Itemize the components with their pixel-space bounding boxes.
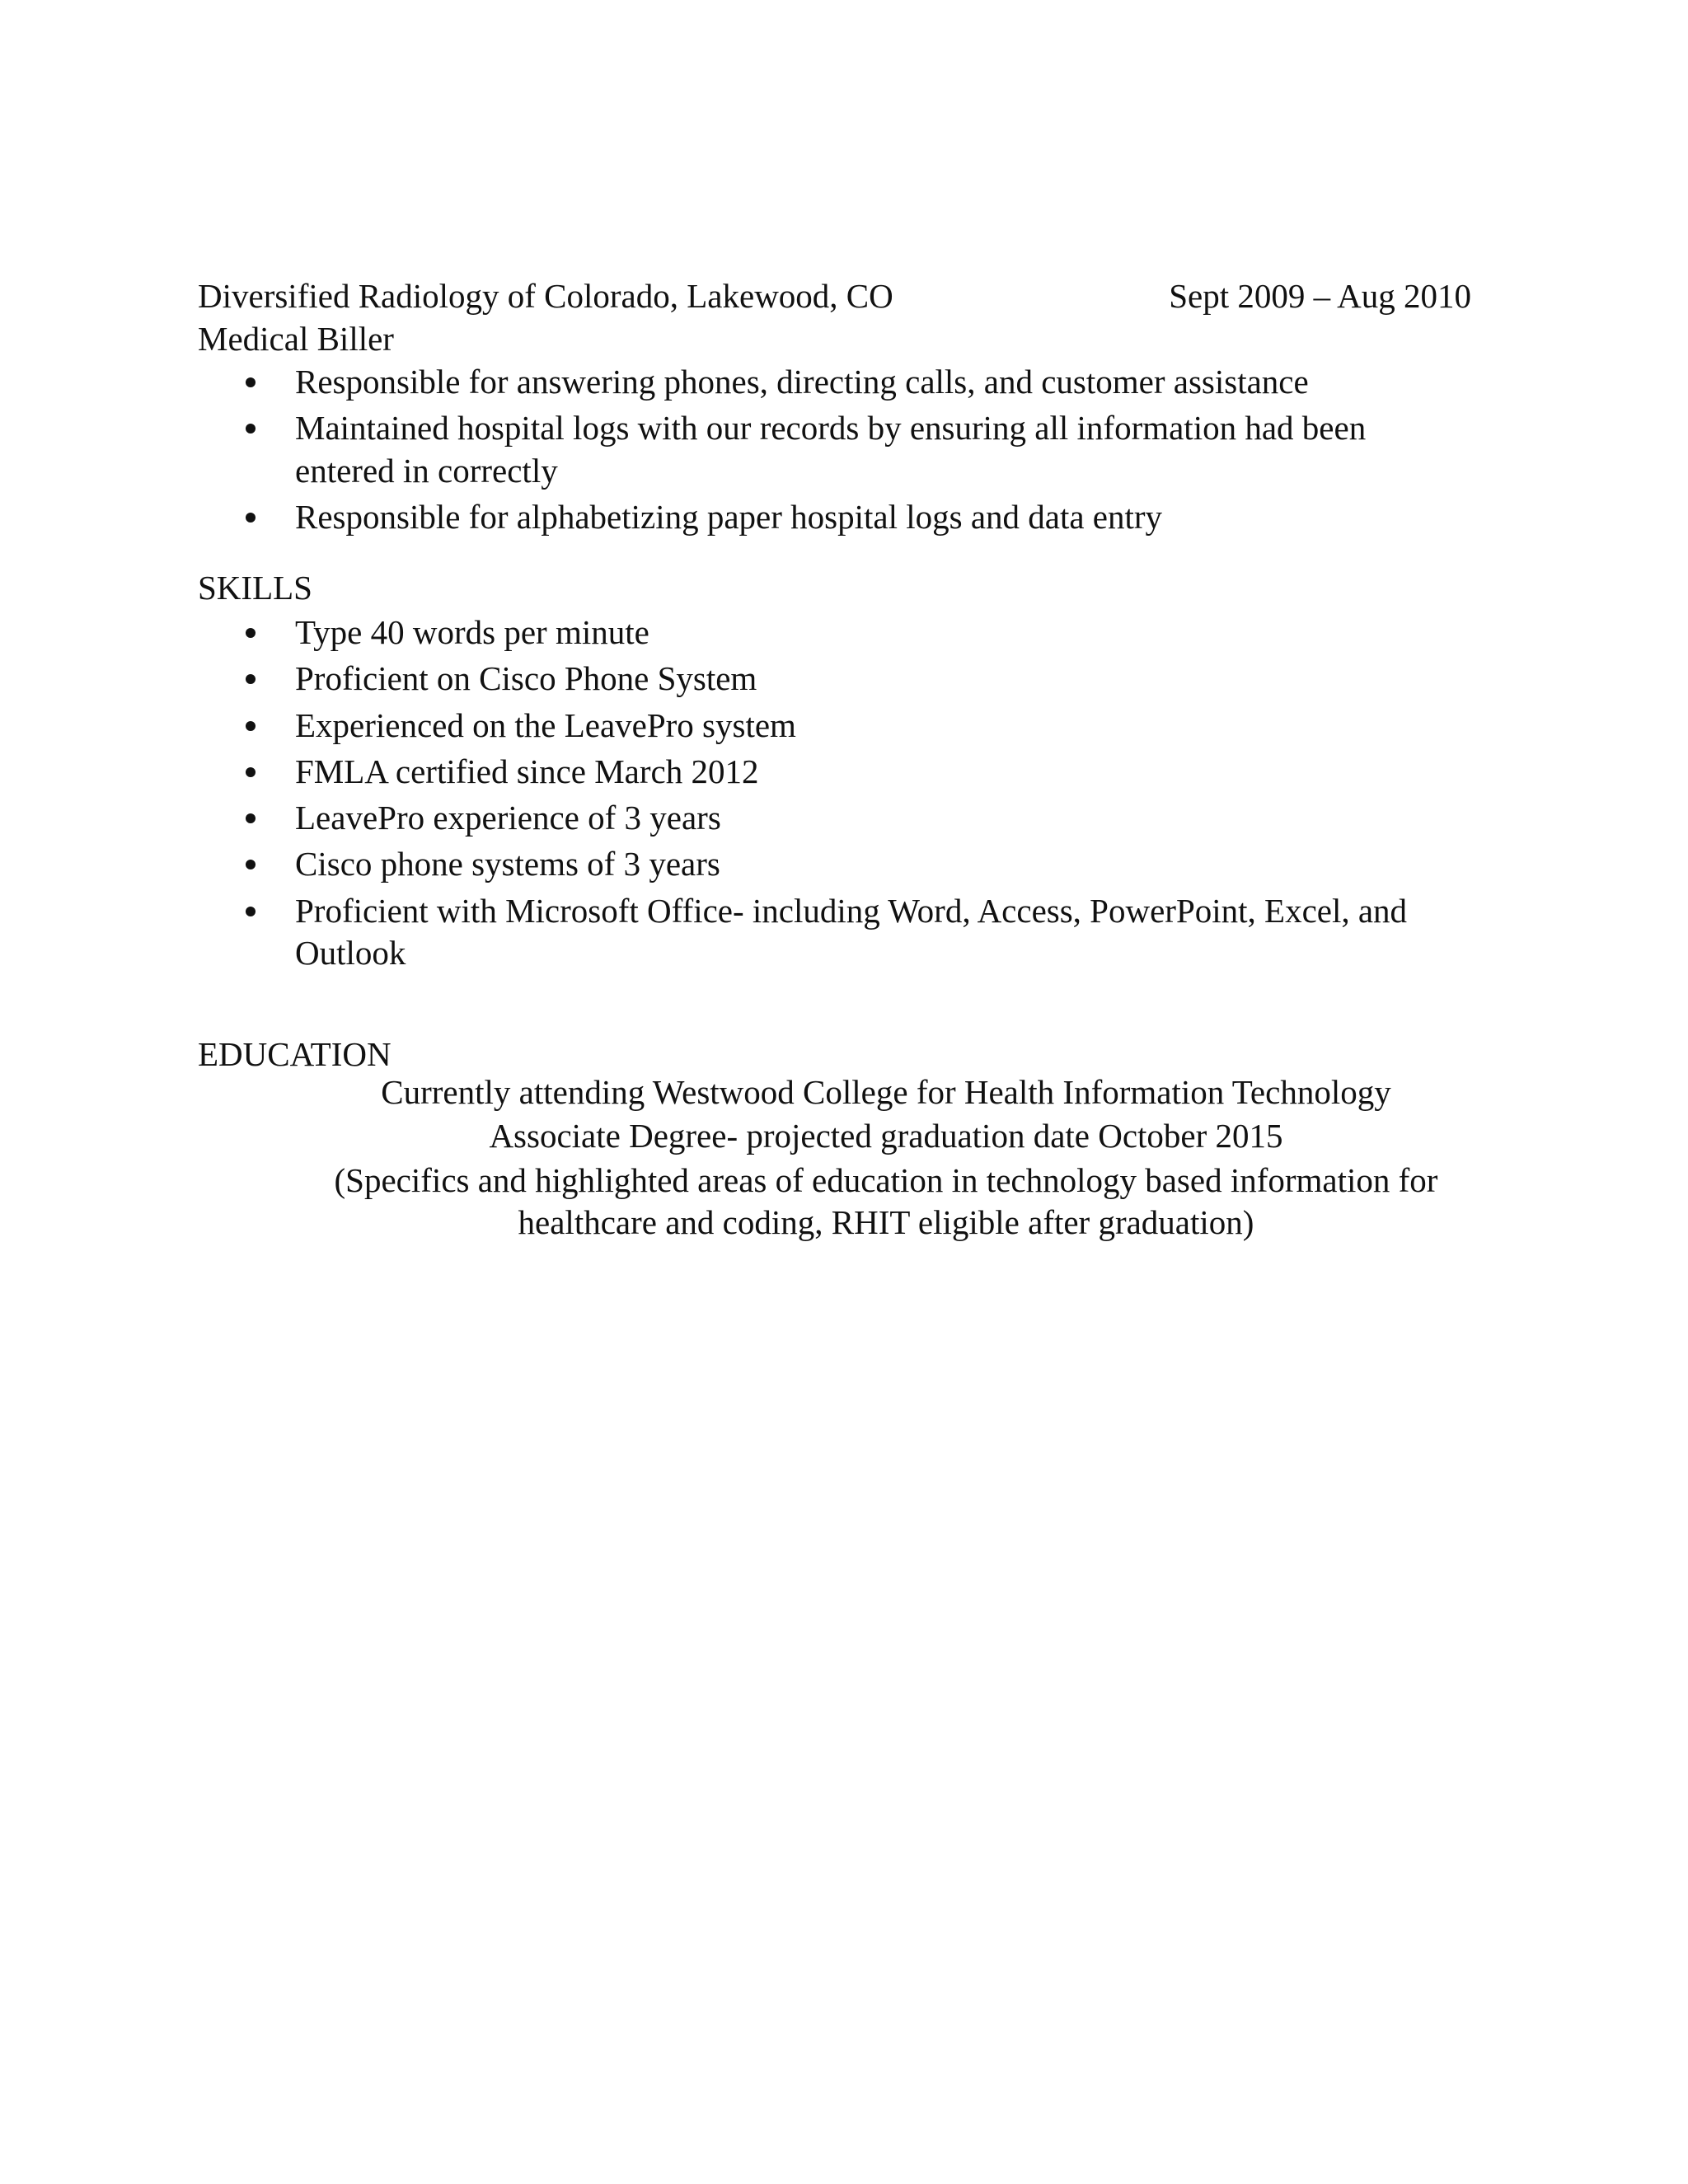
bullet-icon [246, 513, 256, 523]
job-duties-list [0, 361, 1474, 542]
list-item: Responsible for answering phones, directing calls, and customer assistance [0, 361, 1474, 403]
list-item: LeavePro experience of 3 years [0, 797, 1474, 839]
education-line: (Specifics and highlighted areas of education in technology based information for healthcare and coding, RHIT eligible after graduation) [334, 1160, 1438, 1241]
education-details [280, 1071, 1492, 1245]
list-item: Responsible for alphabetizing paper hospital logs and data entry [0, 496, 1474, 538]
list-item: Proficient with Microsoft Office- including Word, Access, PowerPoint, Excel, and Outlook [0, 890, 1474, 975]
employment-dates: Sept 2009 – Aug 2010 [1169, 277, 1471, 315]
list-item: Type 40 words per minute [0, 612, 1474, 654]
education-line: Associate Degree- projected graduation date October 2015 [489, 1117, 1283, 1155]
bullet-icon [246, 767, 256, 777]
list-item: Experienced on the LeavePro system [0, 705, 1474, 747]
bullet-icon [246, 907, 256, 916]
skills-heading: SKILLS [198, 569, 312, 607]
bullet-icon [246, 674, 256, 684]
list-item: Proficient on Cisco Phone System [0, 658, 1474, 700]
bullet-icon [246, 721, 256, 731]
list-item: FMLA certified since March 2012 [0, 751, 1474, 793]
bullet-icon [246, 377, 256, 387]
skills-list [0, 612, 1474, 978]
education-line: Currently attending Westwood College for Health Information Technology [381, 1073, 1391, 1111]
list-item: Cisco phone systems of 3 years [0, 843, 1474, 885]
bullet-icon [246, 628, 256, 638]
employer-name: Diversified Radiology of Colorado, Lakewood, CO [198, 277, 893, 315]
list-item: Maintained hospital logs with our records by ensuring all information had been entered in correctly [0, 407, 1474, 492]
bullet-icon [246, 813, 256, 823]
bullet-icon [246, 860, 256, 869]
bullet-icon [246, 424, 256, 434]
job-header [198, 275, 1471, 317]
education-heading: EDUCATION [198, 1035, 392, 1073]
job-title: Medical Biller [198, 320, 394, 358]
